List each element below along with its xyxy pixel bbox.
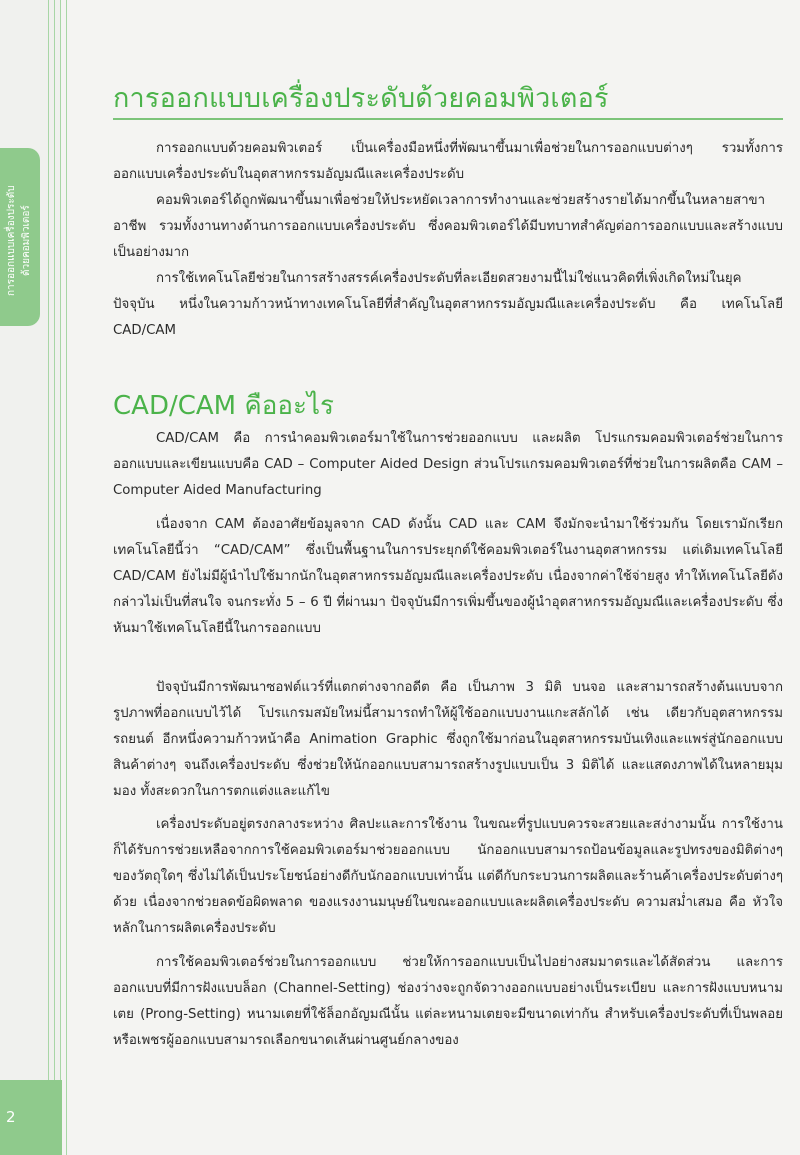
chapter-side-tab-label <box>4 166 38 316</box>
paragraph-cadcam-1: CAD/CAM คือ การนำคอมพิวเตอร์มาใช้ในการช่วยออกแบบ และผลิต โปรแกรมคอมพิวเตอร์ช่วยในการออกแบบและเขียนแบบคือ CAD – Computer Aided Design ส่วนโปรแกรมคอมพิวเตอร์ที่ช่วยในการผลิตคือ CAM – Computer Aided Manufacturing <box>113 431 783 498</box>
side-tab-line-2: ด้วยคอมพิวเตอร์ <box>21 205 32 277</box>
paragraph-intro-1: การออกแบบด้วยคอมพิวเตอร์ เป็นเครื่องมือหนึ่งที่พัฒนาขึ้นมาเพื่อช่วยในการออกแบบต่างๆ รวมทั้งการออกแบบเครื่องประดับในอุตสาหกรรมอัญมณีและเครื่องประดับ <box>113 141 783 182</box>
paragraph-cadcam-4: เครื่องประดับอยู่ตรงกลางระหว่าง ศิลปะและการใช้งาน ในขณะที่รูปแบบควรจะสวยและสง่างามนั้น การใช้งานก็ได้รับการช่วยเหลือจากการใช้คอมพิวเตอร์มาช่วยออกแบบ นักออกแบบสามารถป้อนข้อมูลและรูปทรงของมิติต่างๆของวัตถุใดๆ ซึ่งไม่ได้เป็นประโยชน์อย่างดีกับนักออกแบบเท่านั้น แต่ดีกับกระบวนการผลิตและร้านค้าเครื่องประดับต่างๆด้วย เนื่องจากช่วยลดข้อผิดพลาด ของแรงงานมนุษย์ในขณะออกแบบและผลิตเครื่องประดับ ความสม่ำเสมอ คือ หัวใจหลักในการผลิตเครื่องประดับ <box>113 817 783 936</box>
paragraph-cadcam-3: ปัจจุบันมีการพัฒนาซอฟต์แวร์ที่แตกต่างจากอดีต คือ เป็นภาพ 3 มิติ บนจอ และสามารถสร้างต้นแบบจากรูปภาพที่ออกแบบไว้ได้ โปรแกรมสมัยใหม่นี้สามารถทำให้ผู้ใช้ออกแบบงานแกะสลักได้ เช่น เดียวกับอุตสาหกรรมรถยนต์ อีกหนึ่งความก้าวหน้าคือ Animation Graphic ซึ่งถูกใช้มาก่อนในอุตสาหกรรมบันเทิงและแพร่สู่นักออกแบบสินค้าต่างๆ จนถึงเครื่องประดับ ซึ่งช่วยให้นักออกแบบสามารถสร้างรูปแบบเป็น 3 มิติได้ และแสดงภาพได้ในหลายมุมมอง ทั้งสะดวกในการตกแต่งและแก้ไข <box>113 680 783 799</box>
paragraph-cadcam-5: การใช้คอมพิวเตอร์ช่วยในการออกแบบ ช่วยให้การออกแบบเป็นไปอย่างสมมาตรและได้สัดส่วน และการออกแบบที่มีการฝังแบบล็อก (Channel-Setting) ช่องว่างจะถูกจัดวางออกแบบอย่างเป็นระเบียบ และการฝังแบบหนามเตย (Prong-Setting) หนามเตยที่ใช้ล็อกอัญมณีนั้น แต่ละหนามเตยจะมีขนาดเท่ากัน สำหรับเครื่องประดับที่เป็นพลอยหรือเพชรผู้ออกแบบสามารถเลือกขนาดเส้นผ่านศูนย์กลางของ <box>113 955 783 1048</box>
page-title: การออกแบบเครื่องประดับด้วยคอมพิวเตอร์ <box>113 83 609 114</box>
section-heading-cadcam: CAD/CAM คืออะไร <box>113 391 334 421</box>
paragraph-intro-2: คอมพิวเตอร์ได้ถูกพัฒนาขึ้นมาเพื่อช่วยให้ประหยัดเวลาการทำงานและช่วยสร้างรายได้มากขึ้นในหลายสาขาอาชีพ รวมทั้งงานทางด้านการออกแบบเครื่องประดับ ซึ่งคอมพิวเตอร์ได้มีบทบาทสำคัญต่อการออกแบบและสร้างแบบเป็นอย่างมาก <box>113 193 783 260</box>
paragraph-intro-3: การใช้เทคโนโลยีช่วยในการสร้างสรรค์เครื่องประดับที่ละเอียดสวยงามนี้ไม่ใช่แนวคิดที่เพิ่งเกิดใหม่ในยุคปัจจุบัน หนึ่งในความก้าวหน้าทางเทคโนโลยีที่สำคัญในอุตสาหกรรมอัญมณีและเครื่องประดับ คือ เทคโนโลยี CAD/CAM <box>113 271 783 338</box>
margin-line <box>60 0 61 1155</box>
margin-line <box>66 0 67 1155</box>
margin-line <box>48 0 49 1155</box>
title-underline <box>113 118 783 120</box>
side-tab-line-1: การออกแบบเครื่องประดับ <box>6 185 17 297</box>
paragraph-cadcam-2: เนื่องจาก CAM ต้องอาศัยข้อมูลจาก CAD ดังนั้น CAD และ CAM จึงมักจะนำมาใช้ร่วมกัน โดยเรามักเรียกเทคโนโลยีนี้ว่า “CAD/CAM” ซึ่งเป็นพื้นฐานในการประยุกต์ใช้คอมพิวเตอร์ในงานอุตสาหกรรม แต่เดิมเทคโนโลยี CAD/CAM ยังไม่มีผู้นำไปใช้มากนักในอุตสาหกรรมอัญมณีและเครื่องประดับ เนื่องจากค่าใช้จ่ายสูง ทำให้เทคโนโลยีดังกล่าวไม่เป็นที่สนใจ จนกระทั่ง 5 – 6 ปี ที่ผ่านมา ปัจจุบันมีการเพิ่มขึ้นของผู้นำอุตสาหกรรมอัญมณีและเครื่องประดับ ซึ่งหันมาใช้เทคโนโลยีนี้ในการออกแบบ <box>113 517 783 636</box>
page-number: 2 <box>6 1108 16 1126</box>
margin-line <box>54 0 55 1155</box>
